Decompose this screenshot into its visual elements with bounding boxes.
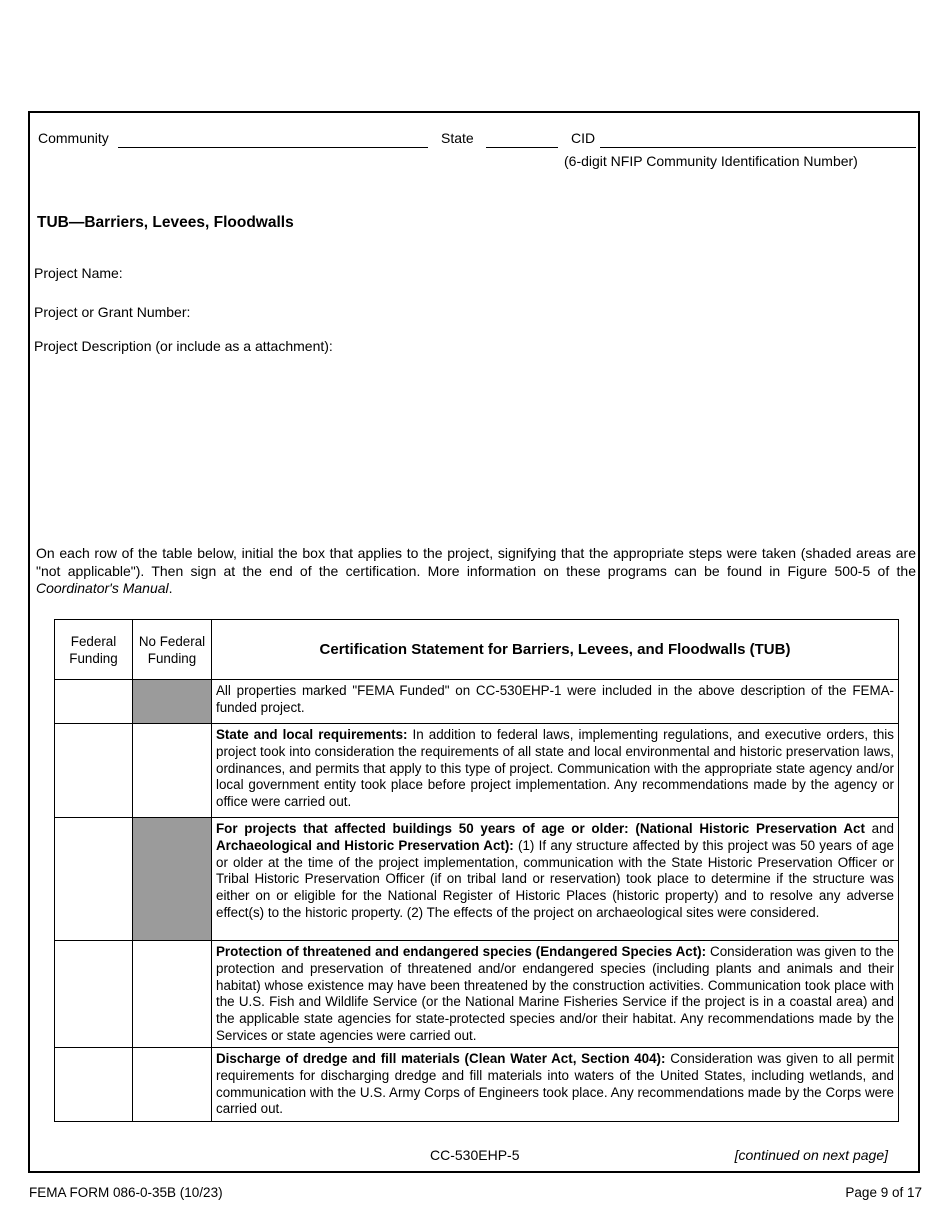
table-row <box>55 724 899 818</box>
table-row <box>55 680 899 724</box>
cid-label: CID <box>571 130 596 146</box>
statement-text: (1) If any structure affected by this project was 50 years of age or older at the time of the project implementation, communication with the State Historic Preservation Officer or Tribal Historic Preservation Officer (if on tribal land or reservation) took place to determine if the structure was either on or eligible for the National Register of Historic Places (historic property) and to resolve any adverse effect(s) to the historic property. (2) The effects of the project on archaeological sites were considered. <box>216 837 895 920</box>
section-title: TUB—Barriers, Levees, Floodwalls <box>37 214 294 231</box>
table-header-row <box>55 620 899 680</box>
statement-cell <box>212 818 899 941</box>
table-row <box>55 1048 899 1122</box>
federal-initial-box[interactable] <box>55 724 133 818</box>
statement-heading: State and local requirements: <box>216 727 408 742</box>
page-number: Page 9 of 17 <box>845 1185 922 1200</box>
instructions-text: On each row of the table below, initial the box that applies to the project, signifying that the appropriate steps were taken (shaded areas are "not applicable"). Then sign at the end of the certification. More information on these programs can be found in Figure 500-5 of the <box>36 545 916 579</box>
state-label: State <box>441 130 474 146</box>
no-federal-initial-box[interactable] <box>133 724 212 818</box>
statement-heading: Discharge of dredge and fill materials (Clean Water Act, Section 404): <box>216 1051 666 1066</box>
statement-text: All properties marked "FEMA Funded" on CC-530EHP-1 were included in the above description of the FEMA-funded project. <box>216 683 894 715</box>
certification-table <box>54 619 899 1122</box>
community-label: Community <box>38 130 109 146</box>
not-applicable-box <box>133 680 212 724</box>
project-name-label: Project Name: <box>34 265 123 281</box>
instructions-end: . <box>168 580 173 596</box>
federal-initial-box[interactable] <box>55 818 133 941</box>
federal-initial-box[interactable] <box>55 941 133 1048</box>
statement-cell <box>212 941 899 1048</box>
form-frame <box>28 111 920 1173</box>
state-field[interactable] <box>486 147 558 148</box>
statement-and: and <box>864 821 895 836</box>
statement-heading: Protection of threatened and endangered species (Endangered Species Act): <box>216 944 707 959</box>
form-number: FEMA FORM 086-0-35B (10/23) <box>29 1185 223 1200</box>
community-field[interactable] <box>118 147 428 148</box>
table-row <box>55 941 899 1048</box>
cid-field[interactable] <box>600 147 916 148</box>
form-id: CC-530EHP-5 <box>430 1147 520 1163</box>
statement-heading-tail: Archaeological and Historic Preservation Act): <box>216 837 514 853</box>
project-description-label: Project Description (or include as a attachment): <box>34 338 333 354</box>
no-federal-initial-box[interactable] <box>133 941 212 1048</box>
manual-title: Coordinator's Manual <box>36 580 169 596</box>
table-row <box>55 818 899 941</box>
col-federal-funding: Federal Funding <box>55 620 133 680</box>
not-applicable-box <box>133 818 212 941</box>
statement-text: Consideration was given to all permit requirements for discharging dredge and fill materials into waters of the United States, including wetlands, and communication with the U.S. Army Corps of Engineers took place. Any recommendations made by the Corps were carried out. <box>216 1051 894 1117</box>
statement-text: Consideration was given to the protection and preservation of threatened and/or endangered species (including plants and animals and their habitat) whose existence may have been threatened by the construction activities. Communication took place with the U.S. Fish and Wildlife Service (or the National Marine Fisheries Service if the project is in a coastal area) and the applicable state agencies for state-protected species and/or their habitat. Any recommendations made by the Services or state agencies were carried out. <box>216 944 894 1043</box>
statement-heading: For projects that affected buildings 50 years of age or older: (National Historic Preservation Act <box>216 821 865 836</box>
statement-cell <box>212 724 899 818</box>
statement-text: In addition to federal laws, implementing regulations, and executive orders, this project took into consideration the requirements of all state and local environmental and historic preservation laws, ordinances, and permits that apply to this type of project. Communication with the appropriate state agency and/or local government entity took place before project implementation. Any recommendations made by the agency or office were carried out. <box>216 727 894 810</box>
cid-note: (6-digit NFIP Community Identification Number) <box>564 153 858 169</box>
project-number-label: Project or Grant Number: <box>34 304 191 320</box>
federal-initial-box[interactable] <box>55 1048 133 1122</box>
continued-note: [continued on next page] <box>734 1147 888 1163</box>
statement-cell <box>212 1048 899 1122</box>
col-no-federal-funding: No Federal Funding <box>133 620 212 680</box>
col-certification-statement: Certification Statement for Barriers, Levees, and Floodwalls (TUB) <box>212 620 899 680</box>
statement-cell <box>212 680 899 724</box>
federal-initial-box[interactable] <box>55 680 133 724</box>
instructions-paragraph <box>36 545 916 598</box>
no-federal-initial-box[interactable] <box>133 1048 212 1122</box>
